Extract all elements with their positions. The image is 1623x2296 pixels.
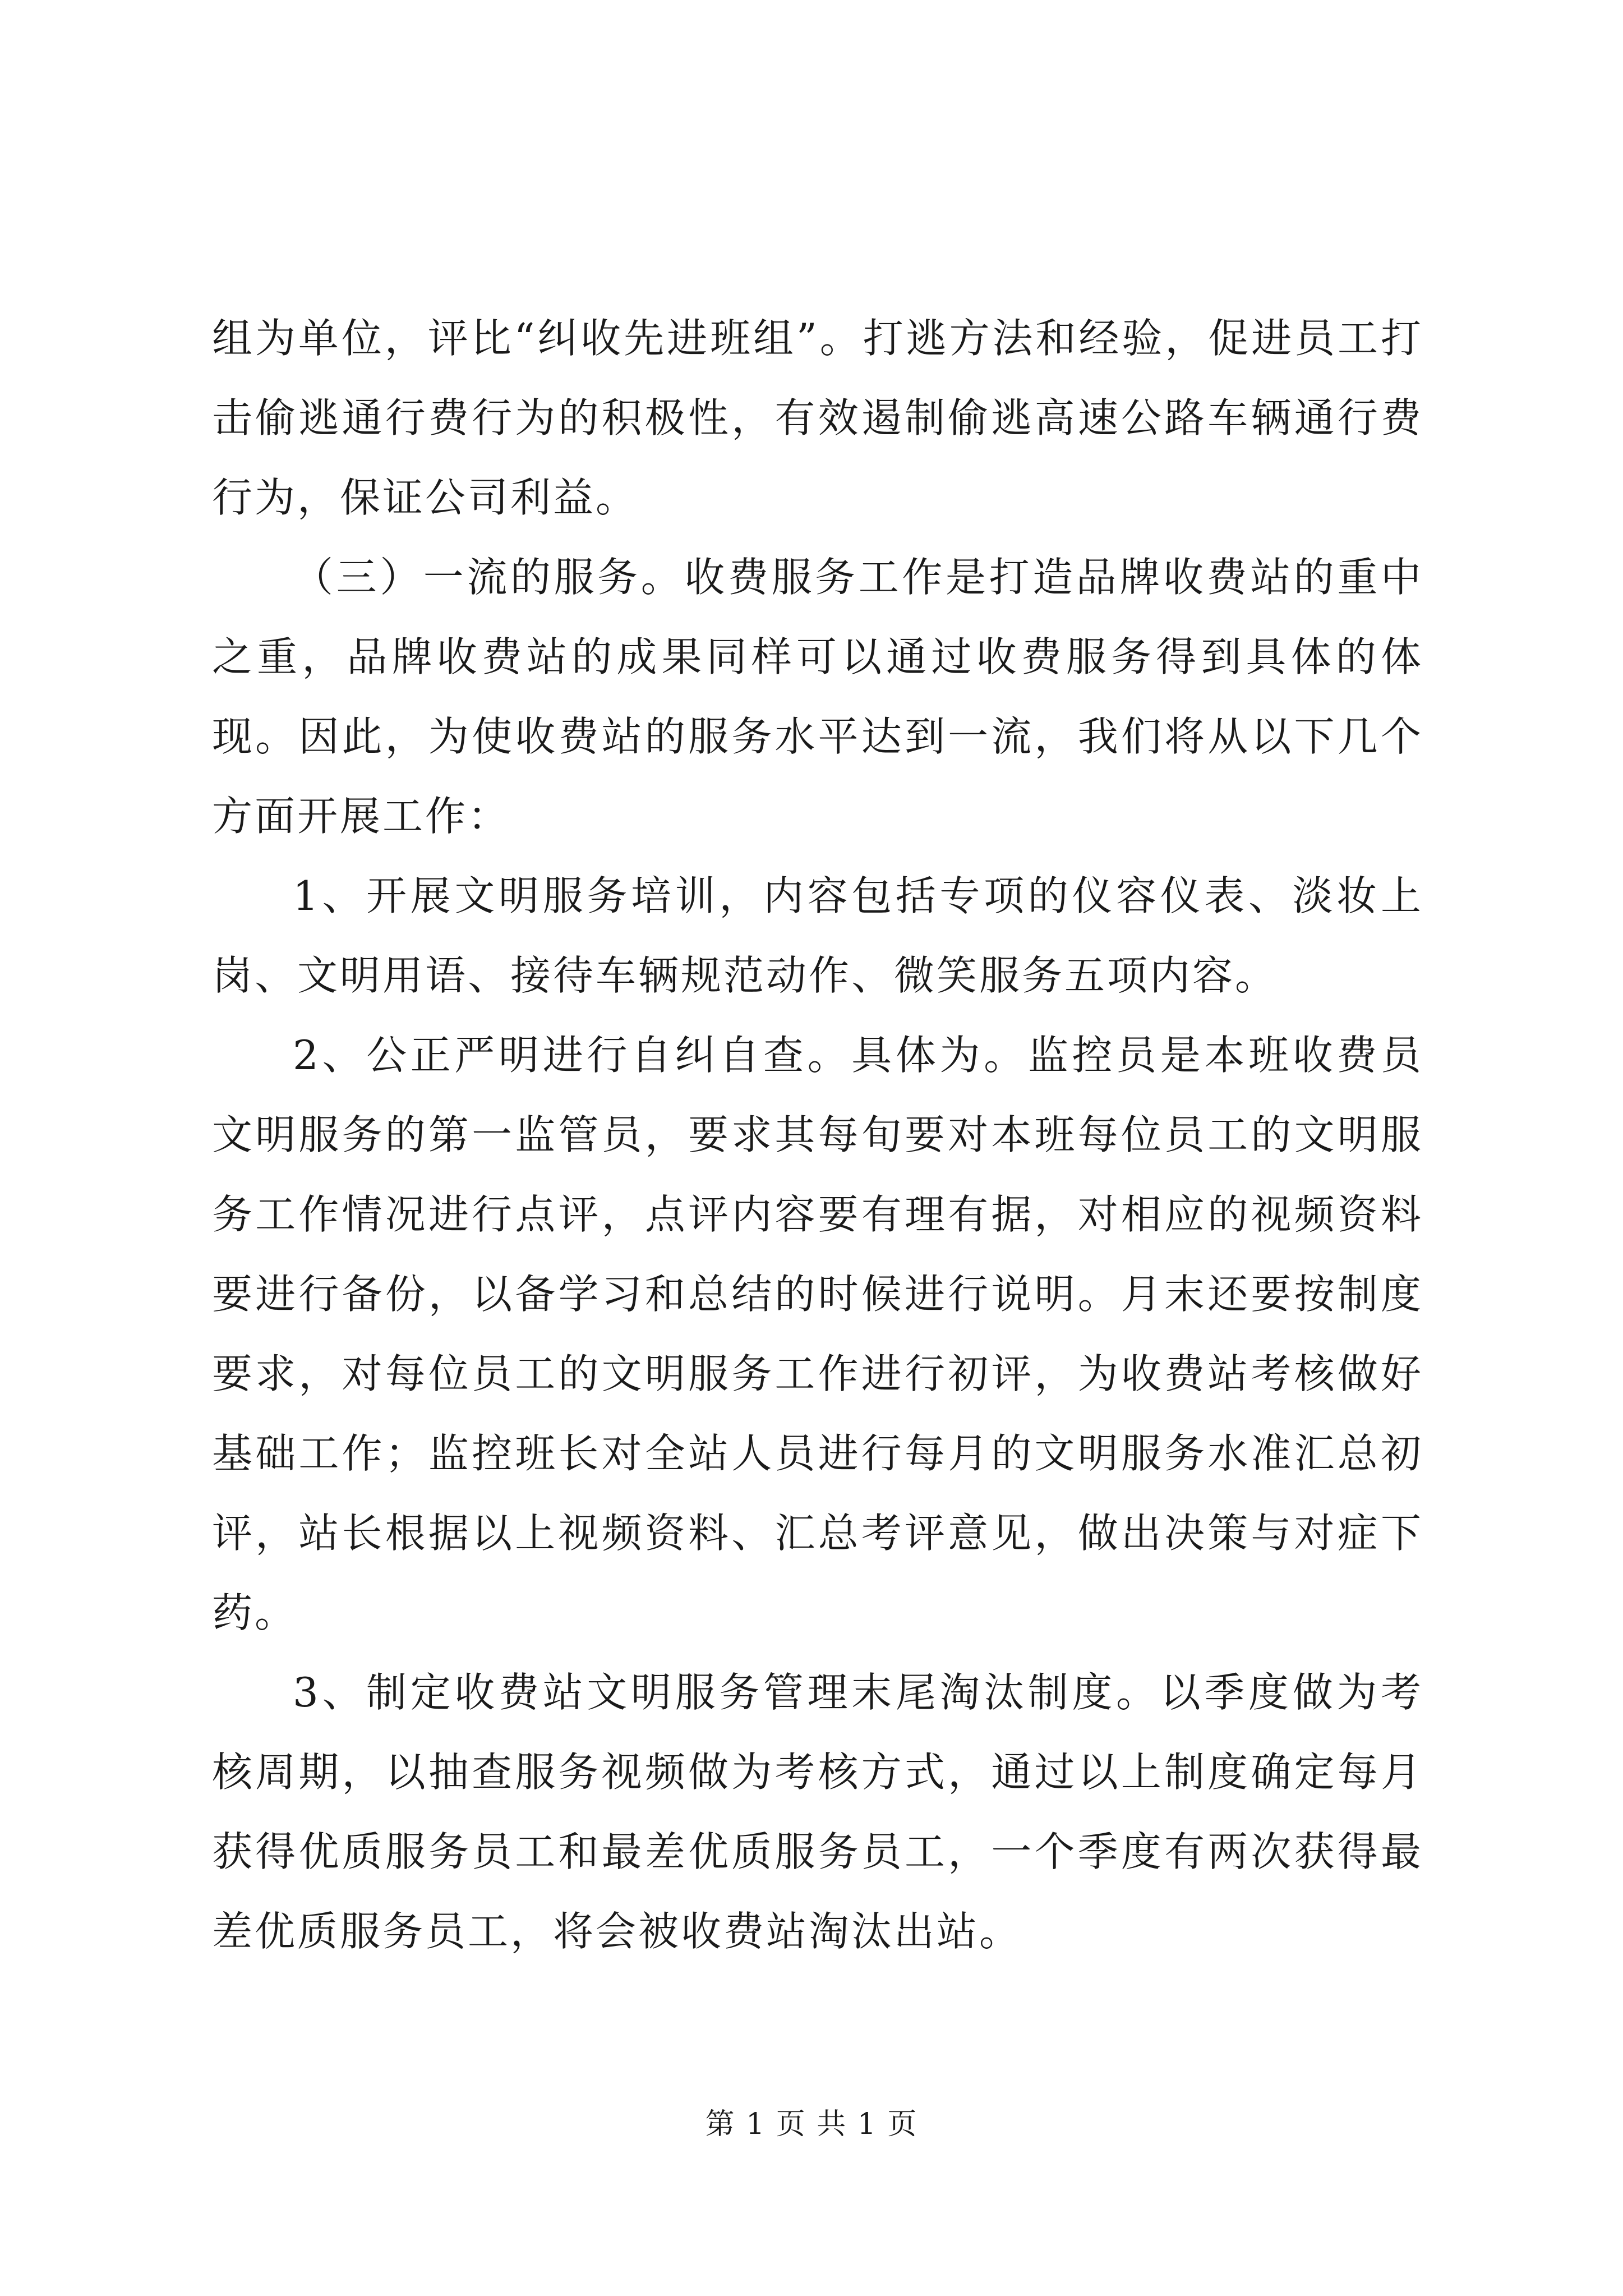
paragraph-3: 1、开展文明服务培训，内容包括专项的仪容仪表、淡妆上岗、文明用语、接待车辆规范动作、微笑服务五项内容。: [212, 872, 1423, 999]
page-footer: 第 1 页 共 1 页: [705, 2108, 918, 2141]
paragraph-1: 组为单位，评比“纠收先进班组”。打逃方法和经验，促进员工打击偷逃通行费行为的积极性，有效遏制偷逃高速公路车辆通行费行为，保证公司利益。: [212, 315, 1423, 521]
document-body: [212, 298, 1423, 1971]
paragraph-4: 2、公正严明进行自纠自查。具体为。监控员是本班收费员文明服务的第一监管员，要求其每旬要对本班每位员工的文明服务工作情况进行点评，点评内容要有理有据，对相应的视频资料要进行备份，以备学习和总结的时候进行说明。月末还要按制度要求，对每位员工的文明服务工作进行初评，为收费站考核做好基础工作；监控班长对全站人员进行每月的文明服务水准汇总初评，站长根据以上视频资料、汇总考评意见，做出决策与对症下药。: [212, 1032, 1423, 1636]
paragraph-2: （三）一流的服务。收费服务工作是打造品牌收费站的重中之重，品牌收费站的成果同样可以通过收费服务得到具体的体现。因此，为使收费站的服务水平达到一流，我们将从以下几个方面开展工作：: [212, 554, 1423, 840]
paragraph-5: 3、制定收费站文明服务管理末尾淘汰制度。以季度做为考核周期，以抽查服务视频做为考核方式，通过以上制度确定每月获得优质服务员工和最差优质服务员工，一个季度有两次获得最差优质服务员工，将会被收费站淘汰出站。: [212, 1669, 1423, 1955]
